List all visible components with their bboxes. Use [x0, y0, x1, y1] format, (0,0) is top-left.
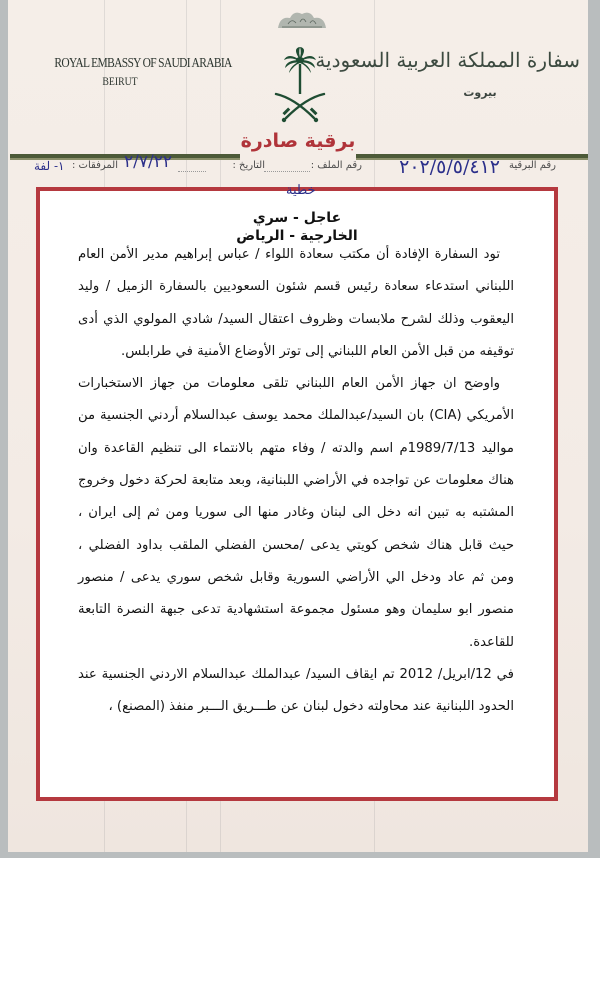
royal-calligraphy-icon	[272, 8, 332, 32]
classification-line: عاجل - سري	[252, 210, 342, 226]
document-type-title: برقية صادرة	[240, 130, 356, 152]
addressee-line: الخارجية - الرياض	[236, 228, 358, 244]
embassy-city-arabic: بيروت	[463, 86, 497, 99]
file-number-label: رقم الملف :	[310, 160, 362, 171]
body-paragraph: تود السفارة الإفادة أن مكتب سعادة اللواء / عباس إبراهيم مدير الأمن العام اللبناني استدعاء سعادة رئيس قسم شئون السعوديين بالسفارة الزميل / وليد اليعقوب وذلك لشرح ملابسات وظروف اعتقال السيد/ شادي المولوي الذي أدى توقيفه من قبل الأمن العام اللبناني إلى توتر الأوضاع الأمنية في طرابلس.	[78, 247, 514, 359]
attachments-value: ١- لفة	[34, 159, 65, 173]
date-handwritten: ٢/٧/٢٢	[124, 152, 172, 172]
message-body	[78, 239, 514, 723]
message-frame	[36, 183, 558, 801]
embassy-city-english: BEIRUT	[102, 76, 138, 88]
body-paragraph: في 12/ابريل/ 2012 تم ايقاف السيد/ عبدالملك عبدالسلام الاردني الجنسية عند الحدود اللبنانية عند محاولته دخول لبنان عن طـــريق الـــبر منفذ (المصنع) ،	[78, 666, 514, 715]
handwritten-note: خطية	[286, 183, 316, 198]
cable-number-value: ٢٠٢/٥/٥/٤١٢	[399, 156, 500, 178]
file-number-blank	[264, 171, 310, 172]
attachments-label: المرفقات :	[72, 160, 118, 171]
date-label: التاريخ :	[232, 160, 265, 171]
body-paragraph: واوضح ان جهاز الأمن العام اللبناني تلقى معلومات من جهاز الاستخبارات الأمريكي (CIA) بان السيد/عبدالملك محمد يوسف عبدالسلام أردني الجنسية من مواليد 1989/7/13م اسم والدته / وفاء متهم بالانتماء الى تنظيم القاعدة وان هناك معلومات عن تواجده في الأراضي اللبنانية، وبعد متابعة لحركة دخول وخروج المشتبه به تبين انه دخل الى لبنان وغادر منها الى سوريا ومن ثم إلى ايران ، حيث قابل هناك شخص كويتي يدعى /محسن الفضلي الملقب بداود الفضلي ، ومن ثم عاد ودخل الي الأراضي السورية وقابل شخص سوري يدعى / منصور منصور ابو سليمان وهو مسئول مجموعة استشهادية تدعى جبهة النصرة التابعة للقاعدة.	[78, 376, 514, 650]
date-blank	[178, 171, 206, 172]
embassy-name-english: ROYAL EMBASSY OF SAUDI ARABIA	[54, 56, 232, 71]
embassy-name-arabic: سفارة المملكة العربية السعودية	[315, 48, 580, 72]
cable-number-label: رقم البرقية	[509, 160, 556, 171]
